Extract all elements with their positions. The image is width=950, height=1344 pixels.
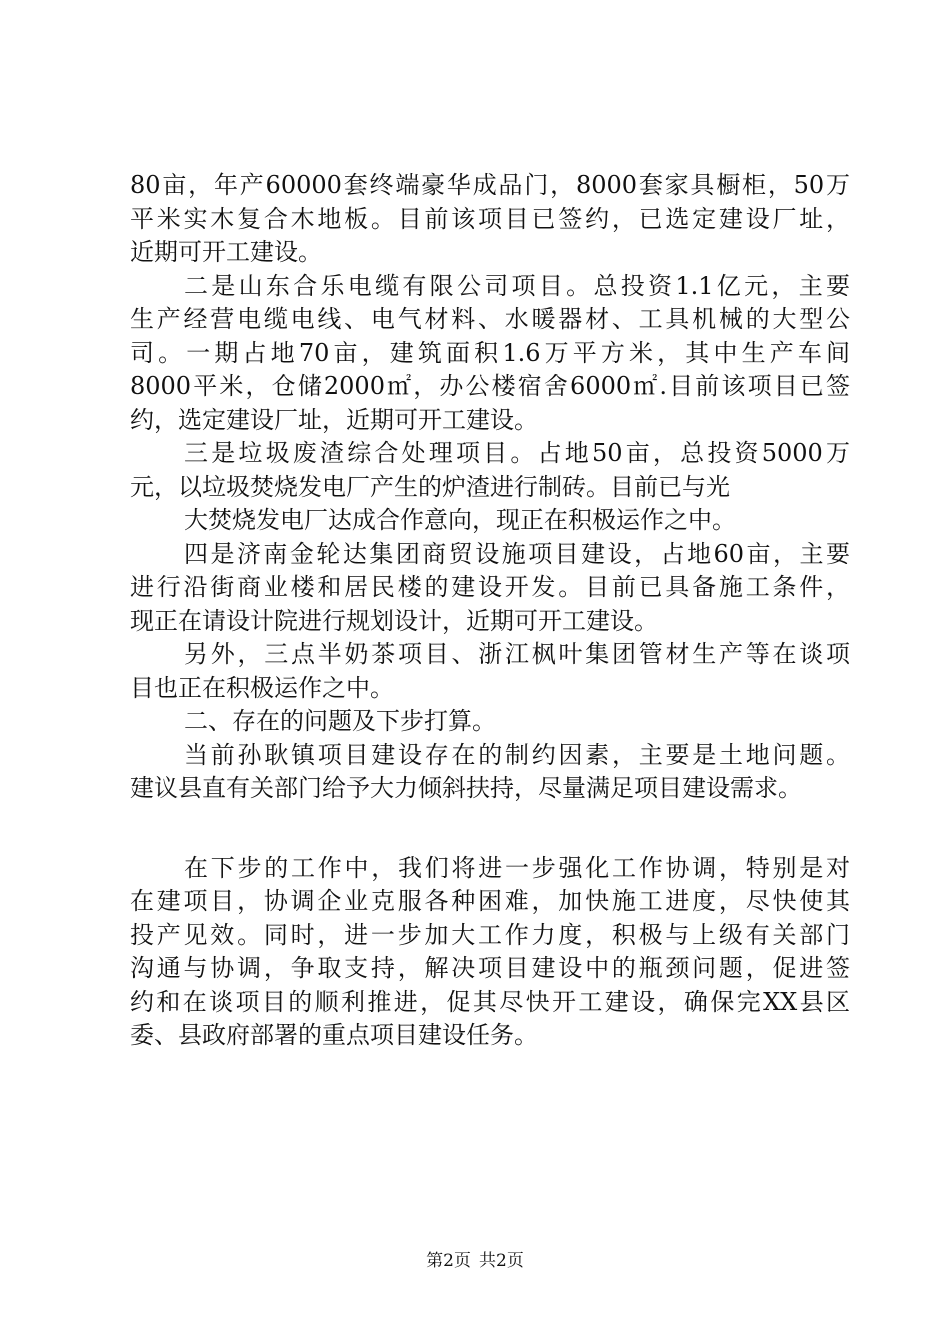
body-line: 大焚烧发电厂达成合作意向，现正在积极运作之中。 (184, 506, 736, 534)
body-line: 约和在谈项目的顺利推进，促其尽快开工建设，确保完XX县区 (130, 987, 850, 1016)
body-line: 四是济南金轮达集团商贸设施项目建设，占地60亩，主要 (184, 539, 850, 568)
body-line: 进行沿街商业楼和居民楼的建设开发。目前已具备施工条件， (130, 573, 850, 601)
body-line: 近期可开工建设。 (130, 238, 322, 266)
section-heading: 二、存在的问题及下步打算。 (184, 707, 496, 735)
page-number: 第2页 (426, 1251, 471, 1271)
page-total: 共2页 (479, 1251, 524, 1271)
body-line: 在建项目，协调企业克服各种困难，加快施工进度，尽快使其 (130, 887, 850, 915)
body-line: 80亩，年产60000套终端豪华成品门，8000套家具橱柜，50万 (130, 171, 850, 199)
body-line: 委、县政府部署的重点项目建设任务。 (130, 1021, 538, 1049)
body-line: 平米实木复合木地板。目前该项目已签约，已选定建设厂址， (130, 204, 850, 233)
body-line: 约，选定建设厂址，近期可开工建设。 (130, 405, 538, 434)
body-line: 现正在请设计院进行规划设计，近期可开工建设。 (130, 606, 658, 635)
body-line: 司。一期占地70亩，建筑面积1.6万平方米，其中生产车间 (130, 338, 850, 367)
body-line: 元，以垃圾焚烧发电厂产生的炉渣进行制砖。目前已与光 (130, 472, 730, 501)
body-line: 当前孙耿镇项目建设存在的制约因素，主要是土地问题。 (184, 740, 850, 769)
body-line: 沟通与协调，争取支持，解决项目建设中的瓶颈问题，促进签 (130, 954, 850, 982)
document-body (130, 169, 850, 1053)
body-line: 目也正在积极运作之中。 (130, 673, 394, 702)
body-line: 二是山东合乐电缆有限公司项目。总投资1.1亿元，主要 (184, 271, 850, 300)
body-line: 生产经营电缆电线、电气材料、水暖器材、工具机械的大型公 (130, 305, 850, 333)
body-line: 三是垃圾废渣综合处理项目。占地50亩，总投资5000万 (184, 439, 850, 467)
page-footer (0, 1246, 950, 1271)
body-line: 建议县直有关部门给予大力倾斜扶持，尽量满足项目建设需求。 (130, 774, 802, 802)
body-line: 在下步的工作中，我们将进一步强化工作协调，特别是对 (184, 853, 850, 882)
paragraph-spacer (130, 806, 850, 852)
body-line: 另外，三点半奶茶项目、浙江枫叶集团管材生产等在谈项 (184, 640, 850, 668)
body-line: 8000平米，仓储2000㎡，办公楼宿舍6000㎡.目前该项目已签 (130, 372, 850, 400)
body-line: 投产见效。同时，进一步加大工作力度，积极与上级有关部门 (130, 920, 850, 949)
